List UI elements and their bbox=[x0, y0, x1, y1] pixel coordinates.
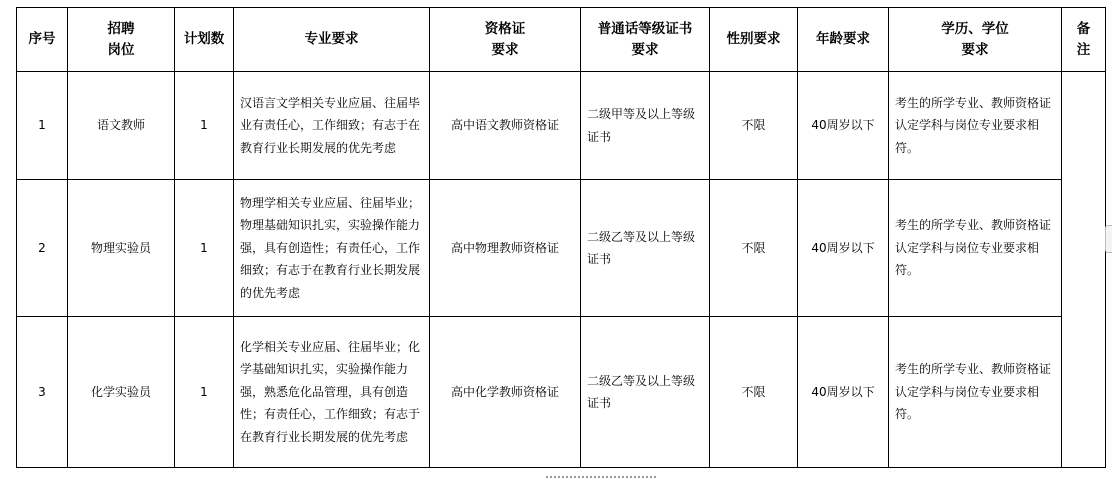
header-gender: 性别要求 bbox=[710, 8, 798, 72]
cell-gender: 不限 bbox=[710, 317, 798, 468]
cell-education: 考生的所学专业、教师资格证认定学科与岗位专业要求相符。 bbox=[889, 180, 1062, 317]
cell-no: 3 bbox=[17, 317, 68, 468]
recruitment-table bbox=[16, 7, 1106, 468]
header-age: 年龄要求 bbox=[798, 8, 889, 72]
table-row bbox=[17, 180, 1106, 317]
page-break-line bbox=[546, 476, 656, 478]
cell-certificate: 高中物理教师资格证 bbox=[430, 180, 581, 317]
header-position: 招聘 岗位 bbox=[68, 8, 175, 72]
table-row bbox=[17, 72, 1106, 180]
cell-position: 语文教师 bbox=[68, 72, 175, 180]
cell-major: 化学相关专业应届、往届毕业；化学基础知识扎实，实验操作能力强，熟悉危化品管理，具有创造性；有责任心，工作细致；有志于在教育行业长期发展的优先考虑 bbox=[234, 317, 430, 468]
scroll-handle[interactable] bbox=[1105, 225, 1112, 253]
header-major: 专业要求 bbox=[234, 8, 430, 72]
cell-mandarin: 二级乙等及以上等级证书 bbox=[581, 317, 710, 468]
header-row bbox=[17, 8, 1106, 72]
cell-plan: 1 bbox=[175, 317, 234, 468]
cell-age: 40周岁以下 bbox=[798, 72, 889, 180]
cell-plan: 1 bbox=[175, 72, 234, 180]
cell-position: 化学实验员 bbox=[68, 317, 175, 468]
cell-no: 1 bbox=[17, 72, 68, 180]
header-remarks: 备 注 bbox=[1062, 8, 1106, 72]
cell-education: 考生的所学专业、教师资格证认定学科与岗位专业要求相符。 bbox=[889, 317, 1062, 468]
header-mandarin: 普通话等级证书 要求 bbox=[581, 8, 710, 72]
cell-plan: 1 bbox=[175, 180, 234, 317]
table-row bbox=[17, 317, 1106, 468]
header-education: 学历、学位 要求 bbox=[889, 8, 1062, 72]
cell-mandarin: 二级甲等及以上等级证书 bbox=[581, 72, 710, 180]
cell-no: 2 bbox=[17, 180, 68, 317]
header-plan: 计划数 bbox=[175, 8, 234, 72]
header-certificate: 资格证 要求 bbox=[430, 8, 581, 72]
cell-certificate: 高中化学教师资格证 bbox=[430, 317, 581, 468]
cell-major: 汉语言文学相关专业应届、往届毕业有责任心，工作细致；有志于在教育行业长期发展的优先考虑 bbox=[234, 72, 430, 180]
header-no: 序号 bbox=[17, 8, 68, 72]
cell-age: 40周岁以下 bbox=[798, 180, 889, 317]
cell-remarks bbox=[1062, 72, 1106, 468]
cell-mandarin: 二级乙等及以上等级证书 bbox=[581, 180, 710, 317]
cell-major: 物理学相关专业应届、往届毕业；物理基础知识扎实，实验操作能力强，具有创造性；有责任心，工作细致；有志于在教育行业长期发展的优先考虑 bbox=[234, 180, 430, 317]
cell-age: 40周岁以下 bbox=[798, 317, 889, 468]
cell-gender: 不限 bbox=[710, 180, 798, 317]
cell-certificate: 高中语文教师资格证 bbox=[430, 72, 581, 180]
cell-education: 考生的所学专业、教师资格证认定学科与岗位专业要求相符。 bbox=[889, 72, 1062, 180]
cell-position: 物理实验员 bbox=[68, 180, 175, 317]
cell-gender: 不限 bbox=[710, 72, 798, 180]
